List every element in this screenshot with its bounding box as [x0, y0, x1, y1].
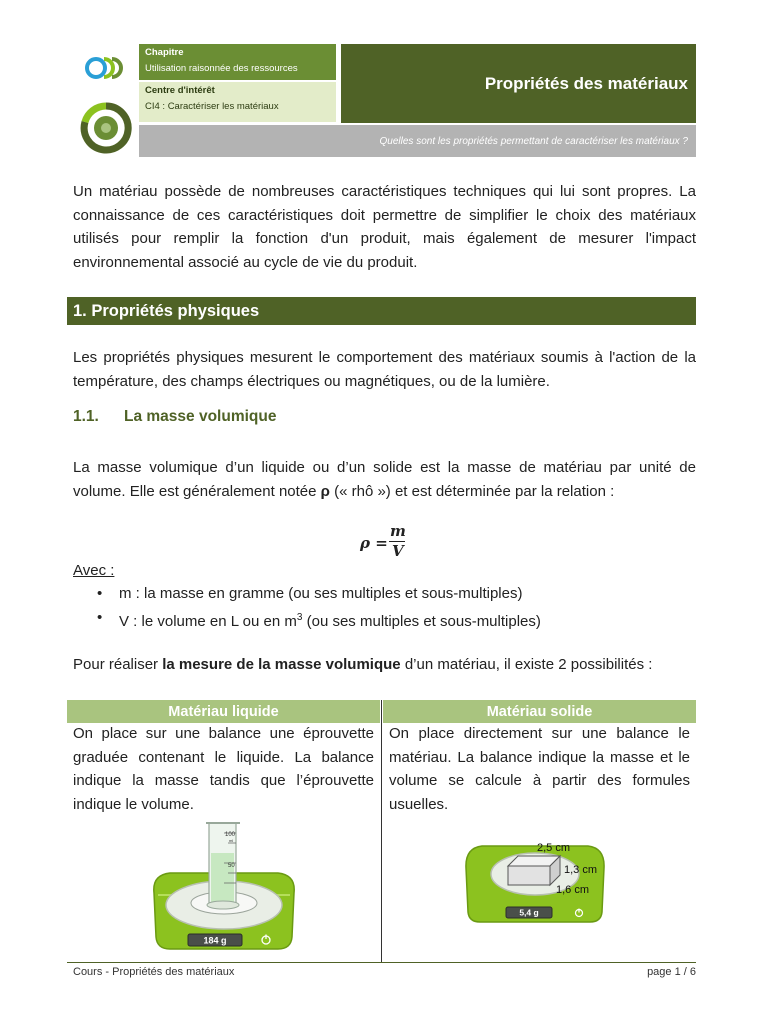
intro-paragraph: Un matériau possède de nombreuses caractéristiques techniques qui lui sont propres. La connaissance de ces caractéristiques doit permettre de simplifier le choix des matériaux utilisés pour remplir la fonction d'un produit, mais également de mesurer l'impact environnemental associé au cycle de vie du produit. — [73, 183, 696, 271]
solid-scale-figure — [460, 838, 610, 926]
interest-label: Centre d'intérêt — [145, 85, 215, 96]
bullet-mass: m : la masse en gramme (ou ses multiples et sous-multiples) — [119, 585, 523, 602]
logo-icon — [80, 46, 136, 158]
list-item — [95, 606, 695, 634]
interest-cell — [139, 82, 336, 122]
progress-ring-icon — [84, 106, 128, 150]
bullet-volume-end: (ou ses multiples et sous-multiples) — [302, 613, 541, 630]
measure-text-end: d’un matériau, il existe 2 possibilités : — [400, 656, 653, 673]
dimension-depth: 1,6 cm — [556, 884, 590, 896]
chapter-cell — [139, 44, 336, 80]
table-header-liquid: Matériau liquide — [67, 700, 380, 723]
variable-list — [95, 582, 695, 634]
section-paragraph: Les propriétés physiques mesurent le comportement des matériaux soumis à l'action de la température, des champs électriques ou magnétiques, ou de la lumière. — [73, 349, 696, 390]
density-paragraph — [73, 456, 696, 503]
cylinder-mark-100: 100 — [225, 832, 236, 838]
dimension-height: 1,3 cm — [564, 864, 598, 876]
measure-text-bold: la mesure de la masse volumique — [162, 656, 401, 673]
table-cell-solid: On place directement sur une balance le matériau. La balance indique la masse et le volume se calcule à partir des formules usuelles. — [389, 725, 690, 813]
scale-display-liquid: 184 g — [203, 935, 227, 946]
table-cell-liquid: On place sur une balance une éprouvette graduée contenant le liquide. La balance indique la masse tandis que l’éprouvette indique le volume. — [73, 725, 374, 813]
measure-paragraph — [73, 653, 696, 677]
subsection-number: 1.1. — [73, 408, 99, 425]
brand-mark-icon — [87, 59, 121, 77]
footer-rule — [67, 962, 696, 963]
scale-display-solid: 5,4 g — [519, 907, 539, 918]
formula-denominator: V — [392, 542, 404, 560]
page-title: Propriétés des matériaux — [341, 44, 696, 123]
density-formula — [358, 522, 418, 562]
table-divider — [381, 700, 382, 962]
subsection-title: La masse volumique — [124, 408, 277, 425]
section-heading: 1. Propriétés physiques — [67, 297, 696, 325]
chapter-text: Utilisation raisonnée des ressources — [145, 63, 298, 74]
rho-symbol: ρ — [320, 482, 330, 500]
cylinder-unit: ml — [229, 838, 234, 843]
page-number: page 1 / 6 — [647, 966, 696, 978]
measure-text-start: Pour réaliser — [73, 656, 163, 673]
cylinder-mark-50: 50 — [228, 863, 235, 869]
formula-numerator: m — [390, 522, 406, 540]
density-text-end: (« rhô ») et est déterminée par la relation : — [329, 482, 615, 500]
avec-label: Avec : — [73, 562, 115, 579]
density-text-start: La masse volumique d’un liquide ou d’un solide est la masse de matériau par unité de volume. Elle est généralement notée — [73, 459, 696, 500]
logo-group — [80, 46, 136, 158]
dimension-length: 2,5 cm — [537, 842, 571, 854]
footer-title: Cours - Propriétés des matériaux — [73, 966, 235, 978]
liquid-scale-figure — [148, 815, 300, 957]
bullet-volume-start: V : le volume en L ou en m — [119, 613, 297, 630]
table-header-solid: Matériau solide — [383, 700, 696, 723]
bullet-volume-exponent: 3 — [296, 612, 303, 623]
guiding-question: Quelles sont les propriétés permettant de caractériser les matériaux ? — [139, 125, 696, 157]
list-item — [95, 582, 695, 606]
chapter-label: Chapitre — [145, 47, 184, 58]
subsection-heading — [73, 408, 276, 426]
interest-text: CI4 : Caractériser les matériaux — [145, 101, 279, 112]
formula-lhs: ρ = — [360, 534, 388, 552]
